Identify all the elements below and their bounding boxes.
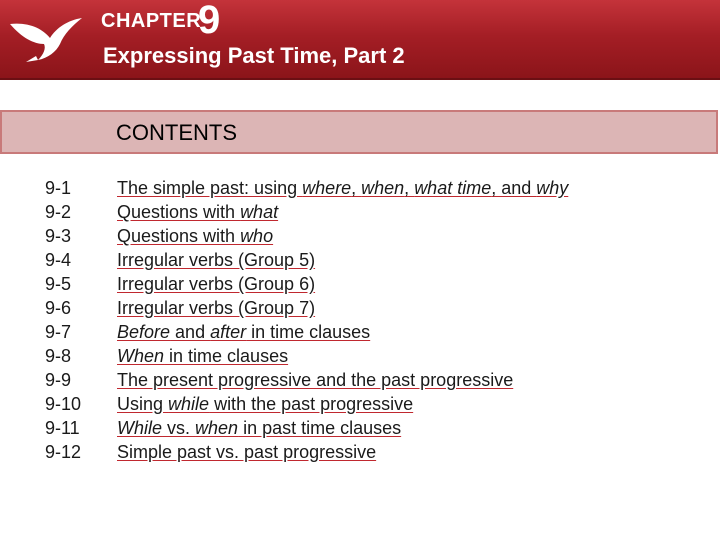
toc-link[interactable] <box>117 274 315 295</box>
toc-number: 9-8 <box>45 346 72 366</box>
toc-row <box>0 418 720 442</box>
toc-link-segment: Questions with <box>117 226 241 246</box>
toc-row <box>0 394 720 418</box>
toc-link-segment: When <box>117 346 165 366</box>
toc-number: 9-6 <box>45 298 72 318</box>
toc-link-segment: , <box>351 178 362 198</box>
toc-link-segment: Questions with <box>117 202 241 222</box>
chapter-banner <box>0 0 720 80</box>
toc-link-segment: after <box>210 322 247 342</box>
toc-link-segment: in time clauses <box>164 346 289 366</box>
toc-number: 9-4 <box>45 250 72 270</box>
toc-link[interactable] <box>117 226 273 247</box>
toc-link[interactable] <box>117 442 376 463</box>
toc-link-segment: Irregular verbs (Group 5) <box>117 250 316 270</box>
toc-link-segment: with the past progressive <box>209 394 414 414</box>
toc-link-segment: Simple past vs. past progressive <box>117 442 377 462</box>
toc-link-segment: who <box>240 226 274 246</box>
toc-row <box>0 322 720 346</box>
toc-link[interactable] <box>117 346 288 367</box>
toc-link-segment: , <box>404 178 415 198</box>
toc-row <box>0 346 720 370</box>
toc-row <box>0 274 720 298</box>
toc-link[interactable] <box>117 394 413 415</box>
toc-number: 9-11 <box>45 418 80 438</box>
toc-number: 9-9 <box>45 370 72 390</box>
toc-link-segment: while <box>168 394 210 414</box>
toc-link[interactable] <box>117 298 315 319</box>
toc-row <box>0 298 720 322</box>
chapter-number: 9 <box>198 0 221 42</box>
toc-number: 9-1 <box>45 178 72 198</box>
toc-link-segment: Irregular verbs (Group 6) <box>117 274 316 294</box>
toc-number: 9-10 <box>45 394 82 414</box>
toc-link[interactable] <box>117 418 401 439</box>
toc-row <box>0 250 720 274</box>
toc-link-segment: in past time clauses <box>238 418 402 438</box>
toc-number: 9-5 <box>45 274 72 294</box>
toc-row <box>0 202 720 226</box>
toc-row <box>0 226 720 250</box>
toc-link-segment: in time clauses <box>246 322 371 342</box>
toc-link-segment: when <box>195 418 239 438</box>
toc-link-segment: what time <box>414 178 492 198</box>
toc-link[interactable] <box>117 370 513 391</box>
toc-link-segment: what <box>240 202 279 222</box>
toc-link[interactable] <box>117 250 315 271</box>
chapter-label: CHAPTER <box>101 10 202 32</box>
toc-link-segment: why <box>536 178 569 198</box>
toc-link-segment: Before <box>117 322 171 342</box>
toc-number: 9-7 <box>45 322 72 342</box>
toc-link[interactable] <box>117 322 370 343</box>
contents-heading-bar <box>0 110 718 154</box>
toc-link-segment: The simple past: using <box>117 178 303 198</box>
bird-icon <box>8 14 84 64</box>
toc-link-segment: when <box>361 178 405 198</box>
toc-number: 9-2 <box>45 202 72 222</box>
toc-link-segment: where <box>302 178 352 198</box>
toc-row <box>0 178 720 202</box>
toc-link[interactable] <box>117 178 568 199</box>
toc-number: 9-3 <box>45 226 72 246</box>
toc-link-segment: Using <box>117 394 169 414</box>
toc-link-segment: and <box>170 322 211 342</box>
toc-link-segment: Irregular verbs (Group 7) <box>117 298 316 318</box>
contents-title: CONTENTS <box>116 120 237 145</box>
toc-link[interactable] <box>117 202 278 223</box>
toc-link-segment: vs. <box>162 418 196 438</box>
toc-number: 9-12 <box>45 442 82 462</box>
toc-link-segment: The present progressive and the past progressive <box>117 370 514 390</box>
toc-row <box>0 370 720 394</box>
chapter-subtitle: Expressing Past Time, Part 2 <box>103 43 405 68</box>
toc-row <box>0 442 720 466</box>
toc-link-segment: While <box>117 418 163 438</box>
toc-link-segment: , and <box>491 178 537 198</box>
